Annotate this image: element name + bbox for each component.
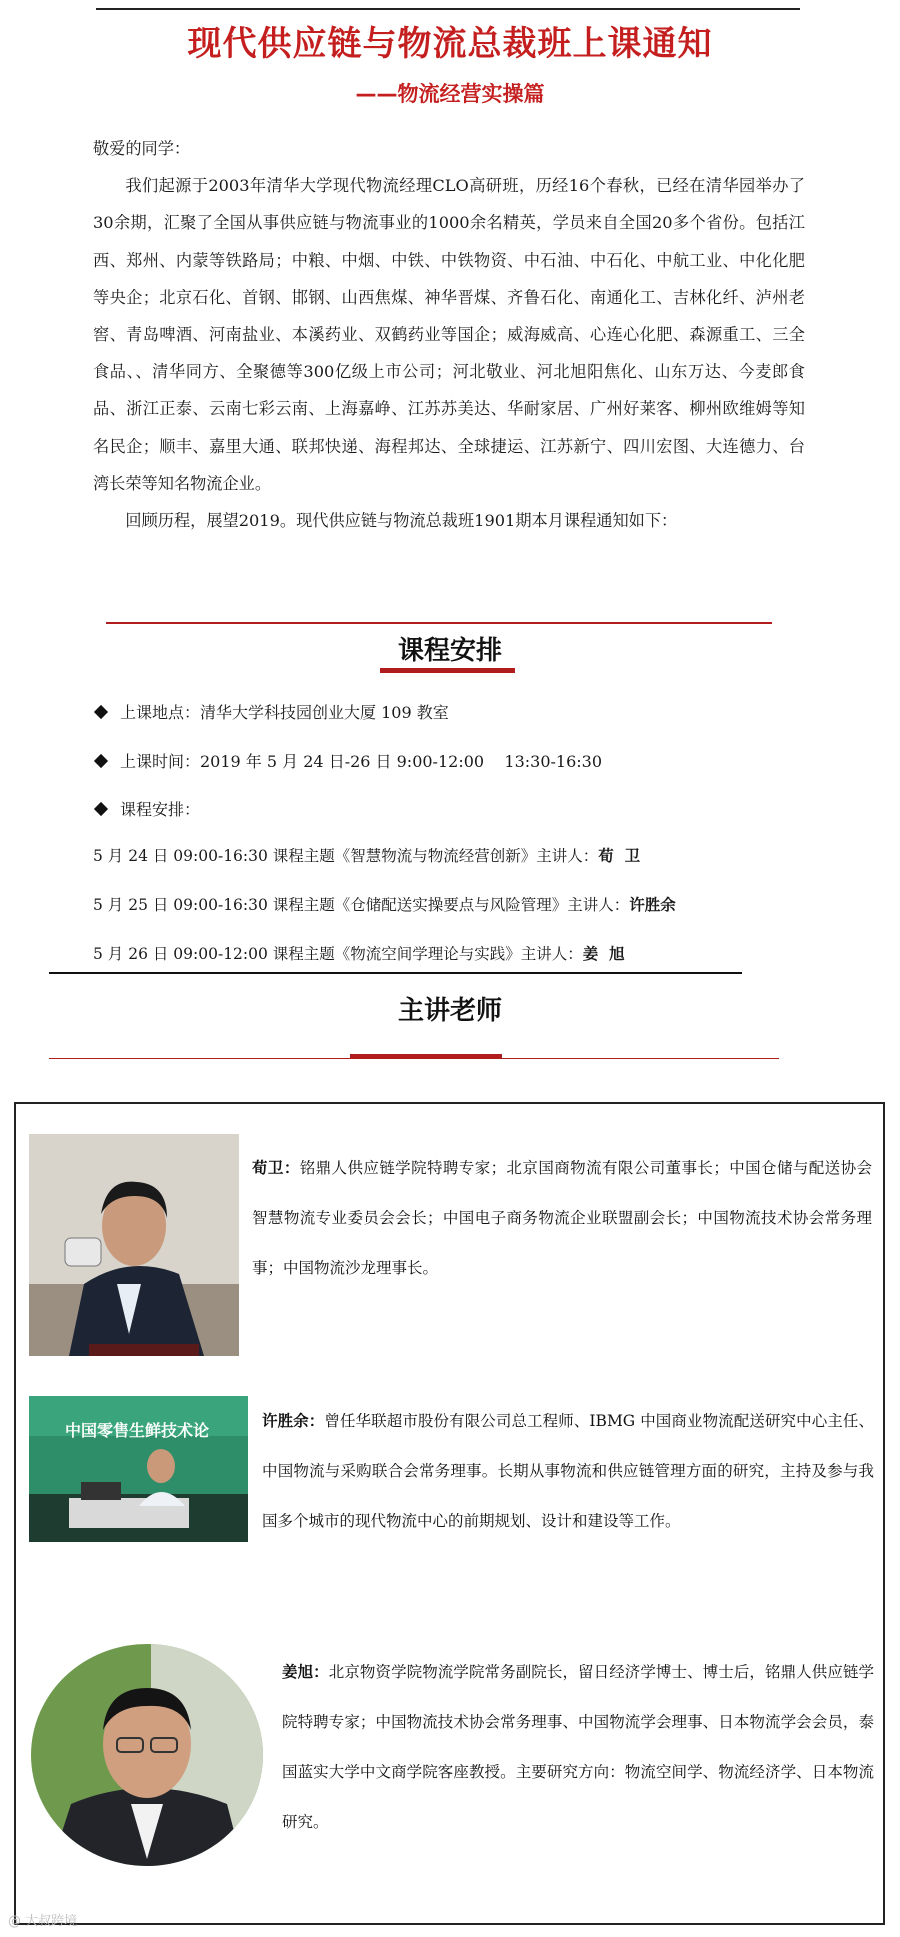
diamond-bullet-icon <box>94 705 108 719</box>
location-row <box>96 700 449 723</box>
speaker-portrait-icon <box>29 1134 239 1356</box>
course-text: 5 月 25 日 09:00-16:30 课程主题《仓储配送实操要点与风险管理》主讲人： <box>93 896 630 914</box>
section-divider <box>49 1058 779 1059</box>
teacher-bio-text: 曾任华联超市股份有限公司总工程师、IBMG 中国商业物流配送研究中心主任、中国物流与采购联合会常务理事。长期从事物流和供应链管理方面的研究，主持及参与我国多个城市的现代物流中心的前期规划、设计和建设等工作。 <box>262 1412 874 1530</box>
schedule-title: 课程安排 <box>397 636 502 666</box>
teacher-photo-xushengyu <box>29 1396 248 1542</box>
page-title: 现代供应链与物流总裁班上课通知 <box>187 24 713 64</box>
course-text: 5 月 24 日 09:00-16:30 课程主题《智慧物流与物流经营创新》主讲人： <box>93 847 599 865</box>
forum-banner-text: 中国零售生鲜技术论 <box>65 1421 210 1440</box>
arrangement-label: 课程安排： <box>120 800 201 819</box>
teacher-bio-text: 铭鼎人供应链学院特聘专家；北京国商物流有限公司董事长；中国仓储与配送协会智慧物流专业委员会会长；中国电子商务物流企业联盟副会长；中国物流技术协会常务理事；中国物流沙龙理事长。 <box>252 1159 872 1277</box>
course-speaker: 荀 卫 <box>598 847 641 865</box>
time-text: 上课时间：2019 年 5 月 24 日-26 日 9:00-12:00 13:30-16:30 <box>120 752 603 771</box>
intro-closing: 回顾历程，展望2019。现代供应链与物流总裁班1901期本月课程通知如下： <box>125 511 678 531</box>
course-row <box>93 844 640 866</box>
top-divider <box>96 8 800 10</box>
teacher-bio-text: 北京物资学院物流学院常务副院长，留日经济学博士、博士后，铭鼎人供应链学院特聘专家；中国物流技术协会常务理事、中国物流学会理事、日本物流学会会员，泰国蓝实大学中文商学院客座教授。主要研究方向：物流空间学、物流经济学、日本物流研究。 <box>282 1663 874 1831</box>
page-subtitle: ——物流经营实操篇 <box>355 82 545 106</box>
teacher-name: 荀卫： <box>252 1159 300 1177</box>
arrangement-row <box>96 797 200 820</box>
course-text: 5 月 26 日 09:00-12:00 课程主题《物流空间学理论与实践》主讲人： <box>93 945 583 963</box>
section-divider <box>106 622 772 624</box>
location-text: 上课地点：清华大学科技园创业大厦 109 教室 <box>120 703 449 722</box>
schedule-title-underline <box>380 668 515 673</box>
intro-paragraph: 我们起源于2003年清华大学现代物流经理CLO高研班，历经16个春秋，已经在清华园举办了30余期，汇聚了全国从事供应链与物流事业的1000余名精英，学员来自全国20多个省份。包括江西、郑州、内蒙等铁路局；中粮、中烟、中铁、中铁物资、中石油、中石化、中航工业、中化化肥等央企；北京石化、首钢、邯钢、山西焦煤、神华晋煤、齐鲁石化、南通化工、吉林化纤、泸州老窖、青岛啤酒、河南盐业、本溪药业、双鹤药业等国企；威海威高、心连心化肥、森源重工、三全食品、、清华同方、全聚德等300亿级上市公司；河北敬业、河北旭阳焦化、山东万达、今麦郎食品、浙江正泰、云南七彩云南、上海嘉峥、江苏苏美达、华耐家居、广州好莱客、柳州欧维姆等知名民企；顺丰、嘉里大通、联邦快递、海程邦达、全球捷运、江苏新宁、四川宏图、大连德力、台湾长荣等知名物流企业。 <box>93 176 805 493</box>
course-row <box>93 942 625 964</box>
teacher-name: 许胜余： <box>262 1412 325 1430</box>
teachers-title: 主讲老师 <box>397 996 502 1026</box>
teacher-bio-xushengyu <box>262 1396 874 1546</box>
section-divider <box>49 972 742 974</box>
time-row <box>96 749 602 772</box>
course-speaker: 许胜余 <box>629 896 676 914</box>
teacher-name: 姜旭： <box>282 1663 329 1681</box>
teacher-photo-jiangxu <box>31 1644 263 1866</box>
diamond-bullet-icon <box>94 754 108 768</box>
course-speaker: 姜 旭 <box>582 945 625 963</box>
diamond-bullet-icon <box>94 802 108 816</box>
teacher-bio-xunwei <box>252 1143 872 1293</box>
course-row <box>93 893 676 915</box>
speaker-portrait-icon <box>31 1644 263 1866</box>
teacher-bio-jiangxu <box>282 1647 874 1847</box>
intro-section <box>93 130 805 539</box>
teacher-photo-xunwei <box>29 1134 239 1356</box>
watermark: @ 大叔跨境 <box>8 1914 78 1929</box>
greeting: 敬爱的同学： <box>93 139 191 158</box>
